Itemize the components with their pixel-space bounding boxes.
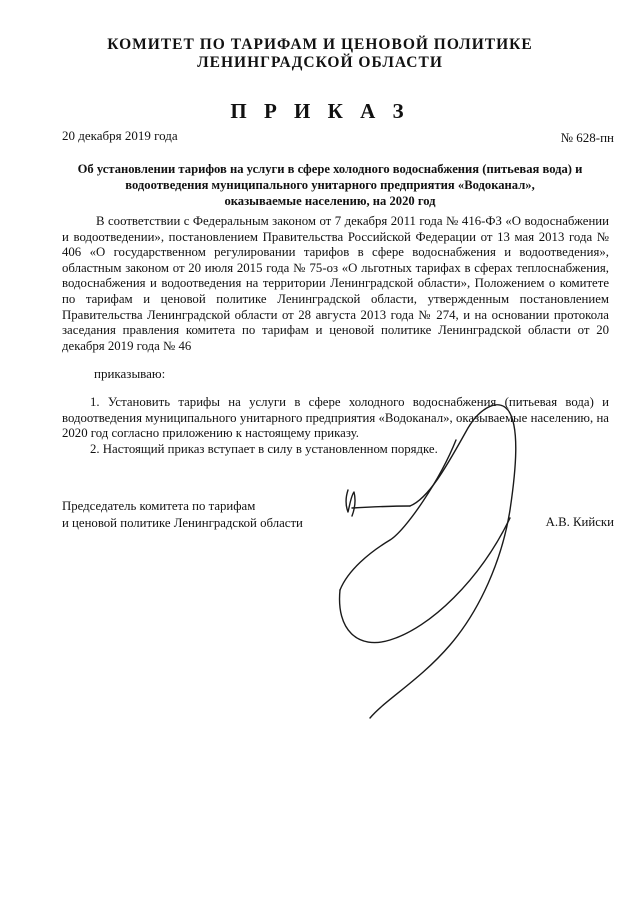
document-title: П Р И К А З (230, 99, 410, 123)
handwritten-signature (330, 400, 630, 720)
signer-position-line1: Председатель комитета по тарифам (62, 499, 256, 513)
signer-position-line2: и ценовой политике Ленинградской области (62, 516, 303, 530)
order-item-1: 1. Установить тарифы на услуги в сфере холодного водоснабжения (питьевая вода) и водоотведения муниципального унитарного предприятия «Водоканал», оказываемые населению, на 2020 год согласно приложению к настоящему приказу. (62, 395, 609, 441)
document-subject (30, 161, 630, 209)
order-item-2: 2. Настоящий приказ вступает в силу в установленном порядке. (90, 441, 438, 456)
org-name-line1: КОМИТЕТ ПО ТАРИФАМ И ЦЕНОВОЙ ПОЛИТИКЕ (107, 36, 533, 53)
org-name-line2: ЛЕНИНГРАДСКОЙ ОБЛАСТИ (197, 54, 443, 71)
organization-header (0, 36, 640, 72)
document-date: 20 декабря 2019 года (62, 128, 178, 143)
signer-name: А.В. Кийски (545, 515, 614, 529)
subject-line2: водоотведения муниципального унитарного предприятия «Водоканал», (125, 178, 535, 192)
document-number: № 628-пн (560, 130, 614, 145)
subject-line3: оказываемые населению, на 2020 год (224, 194, 436, 208)
order-word: приказываю: (94, 366, 166, 381)
subject-line1: Об установлении тарифов на услуги в сфере холодного водоснабжения (питьевая вода) и (77, 162, 583, 176)
preamble-text: В соответствии с Федеральным законом от 7 декабря 2011 года № 416-ФЗ «О водоснабжении и водоотведении», постановлением Правительства Российской Федерации от 13 мая 2013 года № 406 «О государственном регулировании тарифов в сфере водоснабжения и водоотведения», областным законом от 20 июля 2015 года № 75-оз «О льготных тарифах в сферах теплоснабжения, водоснабжения и водоотведения на территории Ленинградской области», Положением о комитете по тарифам и ценовой политике Ленинградской области, утвержденным постановлением Правительства Ленинградской области от 28 августа 2013 года № 274, и на основании протокола заседания правления комитета по тарифам и ценовой политике Ленинградской области от 20 декабря 2019 года № 46 (62, 214, 609, 353)
preamble-block (62, 214, 609, 354)
signer-position (62, 498, 303, 532)
